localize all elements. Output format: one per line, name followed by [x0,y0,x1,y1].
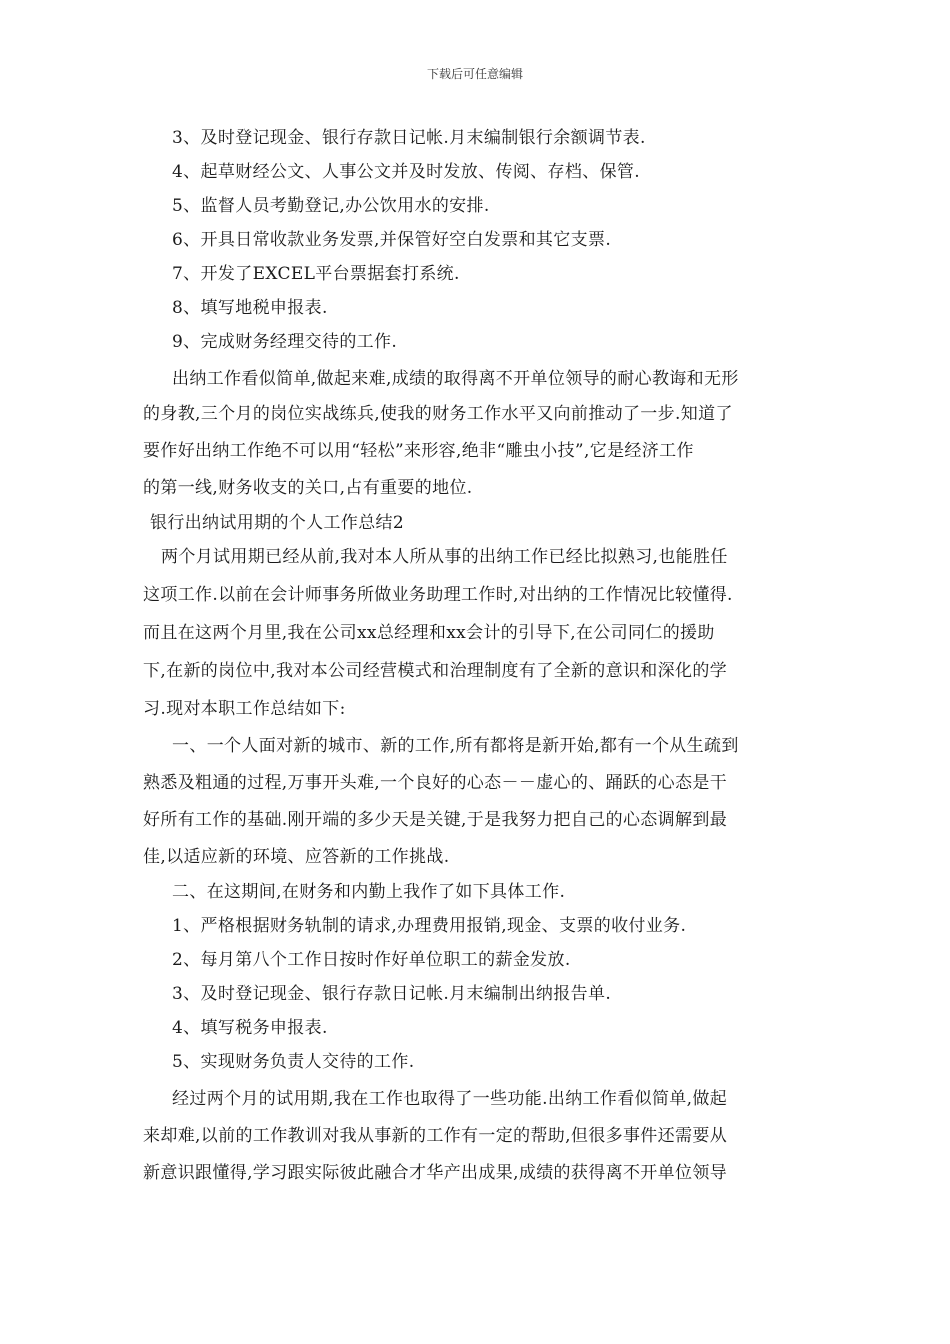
paragraph-line: 熟悉及粗通的过程,万事开头难,一个良好的心态－－虚心的、踊跃的心态是干 [143,773,728,793]
list-item: 9、完成财务经理交待的工作. [172,332,398,352]
paragraph-line: 的身教,三个月的岗位实战练兵,使我的财务工作水平又向前推动了一步.知道了 [143,404,733,424]
paragraph-line: 经过两个月的试用期,我在工作也取得了一些功能.出纳工作看似简单,做起 [172,1089,728,1109]
paragraph-line: 佳,以适应新的环境、应答新的工作挑战. [143,847,450,867]
paragraph-line: 好所有工作的基础.刚开端的多少天是关键,于是我努力把自己的心态调解到最 [143,810,728,830]
paragraph-line: 两个月试用期已经从前,我对本人所从事的出纳工作已经比拟熟习,也能胜任 [161,547,728,567]
list-item: 5、监督人员考勤登记,办公饮用水的安排. [172,196,490,216]
list-item: 4、起草财经公文、人事公文并及时发放、传阅、存档、保管. [172,162,641,182]
page-header: 下载后可任意编辑 [426,67,523,81]
list-item: 1、严格根据财务轨制的请求,办理费用报销,现金、支票的收付业务. [172,916,687,936]
paragraph-line: 而且在这两个月里,我在公司xx总经理和xx会计的引导下,在公司同仁的援助 [143,623,715,643]
list-item: 5、实现财务负责人交待的工作. [172,1052,415,1072]
paragraph-line: 要作好出纳工作绝不可以用“轻松”来形容,绝非“雕虫小技”,它是经济工作 [143,441,694,461]
paragraph-line: 二、在这期间,在财务和内勤上我作了如下具体工作. [172,882,566,902]
section-title: 银行出纳试用期的个人工作总结2 [150,513,405,533]
list-item: 2、每月第八个工作日按时作好单位职工的薪金发放. [172,950,571,970]
paragraph-line: 出纳工作看似简单,做起来难,成绩的取得离不开单位领导的耐心教诲和无形 [172,369,739,389]
paragraph-line: 习.现对本职工作总结如下: [143,699,346,719]
paragraph-line: 来却难,以前的工作教训对我从事新的工作有一定的帮助,但很多事件还需要从 [143,1126,728,1146]
list-item: 3、及时登记现金、银行存款日记帐.月末编制出纳报告单. [172,984,612,1004]
list-item: 6、开具日常收款业务发票,并保管好空白发票和其它支票. [172,230,612,250]
paragraph-line: 新意识跟懂得,学习跟实际彼此融合才华产出成果,成绩的获得离不开单位领导 [143,1163,728,1183]
list-item: 8、填写地税申报表. [172,298,328,318]
list-item: 4、填写税务申报表. [172,1018,328,1038]
paragraph-line: 下,在新的岗位中,我对本公司经营模式和治理制度有了全新的意识和深化的学 [143,661,728,681]
list-item: 7、开发了EXCEL平台票据套打系统. [172,264,460,284]
paragraph-line: 一、一个人面对新的城市、新的工作,所有都将是新开始,都有一个从生疏到 [172,736,739,756]
list-item: 3、及时登记现金、银行存款日记帐.月末编制银行余额调节表. [172,128,646,148]
paragraph-line: 这项工作.以前在会计师事务所做业务助理工作时,对出纳的工作情况比较懂得. [143,585,733,605]
paragraph-line: 的第一线,财务收支的关口,占有重要的地位. [143,478,473,498]
